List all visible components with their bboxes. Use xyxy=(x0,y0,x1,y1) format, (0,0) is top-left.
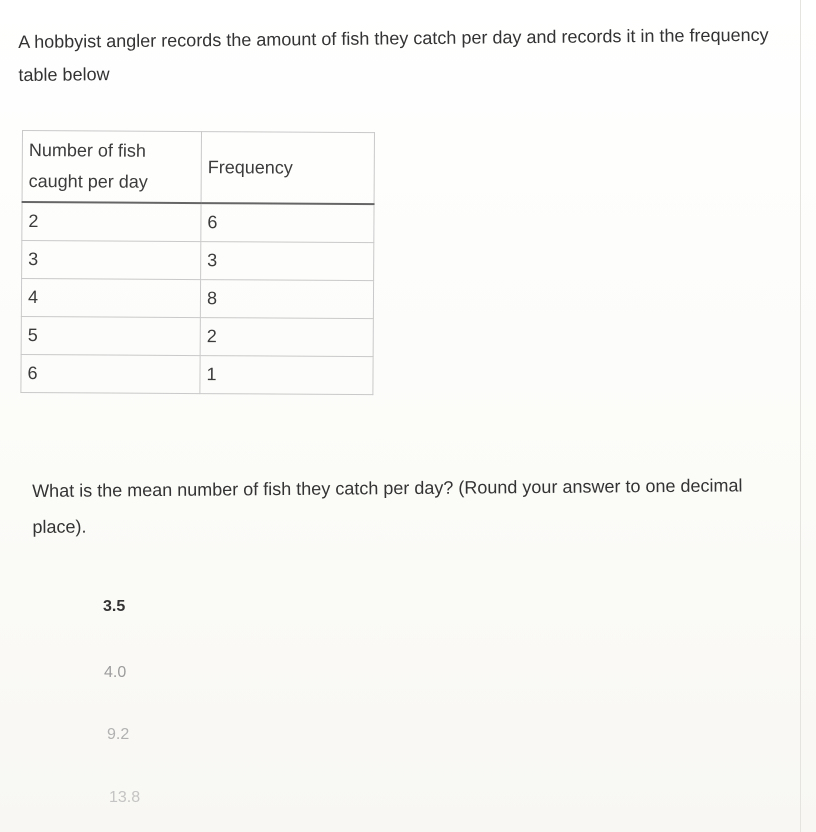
answer-option-b[interactable]: 4.0 xyxy=(104,664,127,681)
answer-option-c[interactable]: 9.2 xyxy=(107,726,130,743)
answer-option-d[interactable]: 13.8 xyxy=(109,789,141,806)
cell-frequency: 2 xyxy=(200,318,373,357)
frequency-table xyxy=(20,130,375,395)
cell-fish-count: 4 xyxy=(21,279,200,318)
cell-fish-count: 3 xyxy=(22,241,201,280)
cell-frequency: 8 xyxy=(200,280,373,319)
cell-fish-count: 5 xyxy=(21,316,200,355)
cell-frequency: 6 xyxy=(201,203,374,243)
cell-fish-count: 2 xyxy=(22,202,201,242)
answer-option-a[interactable]: 3.5 xyxy=(103,598,126,615)
table-row xyxy=(22,202,374,243)
table-row xyxy=(21,354,373,394)
page-edge-line xyxy=(800,0,801,832)
cell-fish-count: 6 xyxy=(21,354,200,393)
intro-paragraph: A hobbyist angler records the amount of fish they catch per day and records it in the frequency table below xyxy=(18,24,769,85)
table-row xyxy=(22,241,374,281)
cell-frequency: 3 xyxy=(201,242,374,281)
table-row xyxy=(21,316,373,356)
frequency-table-container xyxy=(20,130,375,395)
table-row xyxy=(21,279,373,319)
header-fish-count: Number of fish caught per day xyxy=(22,131,201,204)
table-header-row xyxy=(22,131,374,205)
question-text: What is the mean number of fish they catch per day? (Round your answer to one decimal place). xyxy=(32,475,743,537)
cell-frequency: 1 xyxy=(200,356,373,395)
header-frequency: Frequency xyxy=(201,132,374,205)
